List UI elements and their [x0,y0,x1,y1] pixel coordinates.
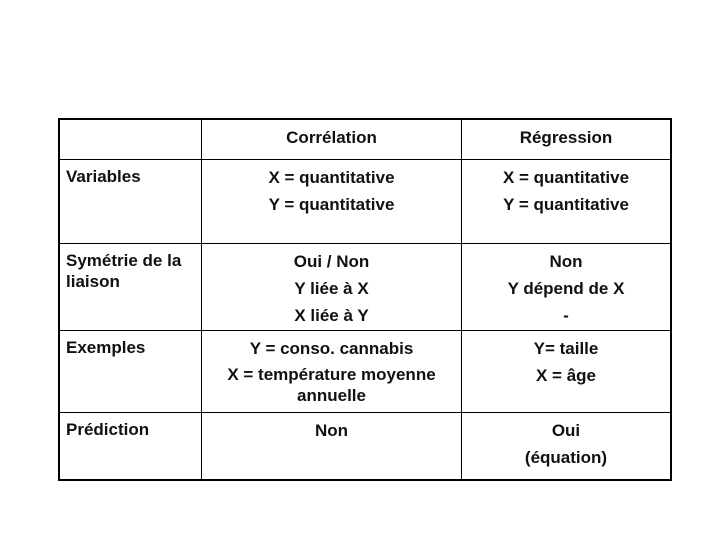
comparison-table [58,118,672,481]
cell-line: Y= taille [533,339,599,358]
cell-line: X liée à Y [294,306,369,325]
header-empty-cell [60,120,202,160]
header-correlation [202,120,462,160]
cell-line: Y = conso. cannabis [249,339,414,358]
cell-line: X = quantitative [268,168,395,187]
row-label-text: Symétrie de la [66,251,182,270]
row-label-text: Variables [66,167,141,186]
cell-line: X = âge [535,366,596,385]
cell-line: Non [549,252,583,271]
cell-symetrie-regression [462,244,670,331]
row-label-symetrie [60,244,202,331]
cell-line: Oui / Non [293,252,370,271]
cell-exemples-correlation [202,331,462,413]
cell-line: Y = quantitative [503,195,629,214]
cell-line: X = quantitative [502,168,630,187]
header-regression [462,120,670,160]
cell-variables-regression [462,160,670,244]
row-label-variables [60,160,202,244]
cell-symetrie-correlation [202,244,462,331]
row-label-prediction [60,413,202,479]
cell-line: annuelle [297,386,366,405]
cell-variables-correlation [202,160,462,244]
cell-line: (équation) [524,448,608,467]
row-label-text: liaison [66,272,120,291]
row-label-exemples [60,331,202,413]
cell-line: Y = quantitative [268,195,395,214]
cell-exemples-regression [462,331,670,413]
cell-prediction-correlation [202,413,462,479]
row-label-text: Prédiction [66,420,150,439]
cell-line: X = température moyenne [227,365,436,384]
cell-line: Oui [551,421,581,440]
cell-line: - [563,306,569,325]
cell-line: Y dépend de X [507,279,625,298]
row-label-text: Exemples [66,338,146,357]
cell-line: Non [314,421,349,440]
header-correlation-label: Corrélation [286,128,377,147]
cell-prediction-regression [462,413,670,479]
header-regression-label: Régression [519,128,613,147]
cell-line: Y liée à X [294,279,369,298]
